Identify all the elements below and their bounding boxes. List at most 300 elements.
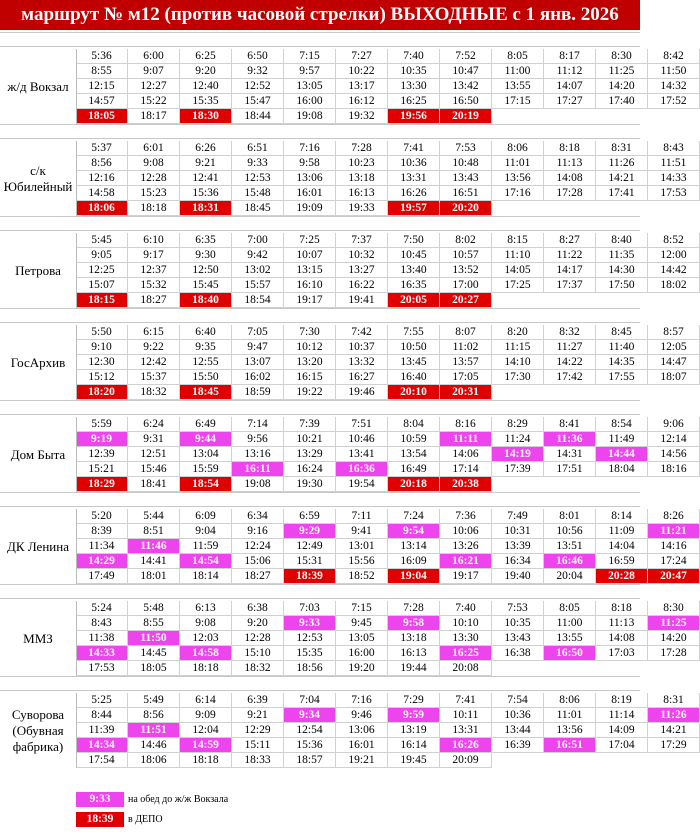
time-cell: 9:05	[76, 248, 128, 263]
time-cell: 6:49	[180, 417, 232, 432]
time-cell: 14:44	[596, 447, 648, 462]
time-cell: 13:17	[336, 79, 388, 94]
time-cell: 5:49	[128, 693, 180, 708]
time-cell: 19:04	[388, 569, 440, 584]
time-cell: 6:10	[128, 233, 180, 248]
time-cell: 17:37	[544, 278, 596, 293]
time-cell: 11:59	[180, 539, 232, 554]
time-cell: 8:56	[128, 708, 180, 723]
time-cell: 9:35	[180, 340, 232, 355]
time-cell: 11:15	[492, 340, 544, 355]
time-cell: 14:47	[648, 355, 700, 370]
time-cell: 15:21	[76, 462, 128, 477]
time-cell: 7:25	[284, 233, 336, 248]
time-cell: 7:53	[440, 141, 492, 156]
time-cell: 10:22	[336, 64, 388, 79]
time-cell: 13:16	[232, 447, 284, 462]
time-cell: 5:50	[76, 325, 128, 340]
time-cell: 18:07	[648, 370, 700, 385]
time-cell: 9:56	[232, 432, 284, 447]
time-cell: 14:05	[492, 263, 544, 278]
time-cell: 14:41	[128, 554, 180, 569]
time-cell: 19:45	[388, 753, 440, 768]
time-cell: 15:46	[128, 462, 180, 477]
time-cell: 12:52	[232, 79, 284, 94]
time-cell: 8:30	[596, 49, 648, 64]
time-cell: 15:06	[232, 554, 284, 569]
time-cell: 14:33	[648, 171, 700, 186]
time-cell: 14:22	[544, 355, 596, 370]
time-cell: 13:07	[232, 355, 284, 370]
time-cell: 20:47	[648, 569, 700, 584]
time-cell: 12:27	[128, 79, 180, 94]
time-cell: 12:39	[76, 447, 128, 462]
time-cell: 7:40	[388, 49, 440, 64]
time-cell: 18:02	[648, 278, 700, 293]
time-cell: 16:25	[440, 646, 492, 661]
time-cell: 8:39	[76, 524, 128, 539]
time-cell: 11:13	[596, 616, 648, 631]
time-cell: 17:51	[544, 462, 596, 477]
time-cell: 14:59	[180, 738, 232, 753]
time-cell: 16:14	[388, 738, 440, 753]
column-divider	[76, 417, 77, 492]
time-cell: 6:38	[232, 601, 284, 616]
time-cell: 17:28	[648, 646, 700, 661]
time-cell: 7:27	[336, 49, 388, 64]
time-cell: 6:51	[232, 141, 284, 156]
time-cell: 20:31	[440, 385, 492, 400]
stop-name: с/к Юбилейный	[3, 162, 73, 194]
time-cell: 8:06	[492, 141, 544, 156]
time-cell: 19:57	[388, 201, 440, 216]
time-cell: 17:29	[648, 738, 700, 753]
time-cell: 13:56	[544, 723, 596, 738]
time-cell: 19:08	[232, 477, 284, 492]
time-cell: 18:45	[180, 385, 232, 400]
time-cell: 13:19	[388, 723, 440, 738]
time-cell: 8:05	[544, 601, 596, 616]
time-cell: 16:01	[336, 738, 388, 753]
page-title: маршрут № м12 (против часовой стрелки) ВЫХОДНЫЕ с 1 янв. 2026	[0, 0, 640, 30]
time-cell: 14:20	[596, 79, 648, 94]
time-cell: 15:23	[128, 186, 180, 201]
time-cell: 8:04	[388, 417, 440, 432]
time-cell: 16:00	[336, 646, 388, 661]
time-cell: 20:09	[440, 753, 492, 768]
time-cell: 9:19	[76, 432, 128, 447]
time-cell: 18:54	[232, 293, 284, 308]
time-cell: 20:38	[440, 477, 492, 492]
time-cell: 9:59	[388, 708, 440, 723]
time-cell: 10:47	[440, 64, 492, 79]
time-cell: 13:06	[336, 723, 388, 738]
time-cell: 7:04	[284, 693, 336, 708]
time-cell: 15:59	[180, 462, 232, 477]
time-cell: 20:18	[388, 477, 440, 492]
time-cell: 7:28	[336, 141, 388, 156]
time-cell: 7:24	[388, 509, 440, 524]
time-cell: 11:13	[544, 156, 596, 171]
time-cell: 13:31	[440, 723, 492, 738]
time-cell: 9:45	[336, 616, 388, 631]
time-cell: 17:55	[596, 370, 648, 385]
time-cell: 17:24	[648, 554, 700, 569]
stop-name: ДК Ленина	[7, 538, 69, 554]
time-cell: 13:39	[492, 539, 544, 554]
time-cell: 17:40	[596, 94, 648, 109]
time-cell: 19:54	[336, 477, 388, 492]
time-cell: 13:57	[440, 355, 492, 370]
time-cell: 14:46	[128, 738, 180, 753]
time-cell: 19:32	[336, 109, 388, 124]
time-cell: 13:06	[284, 171, 336, 186]
time-cell: 10:59	[388, 432, 440, 447]
time-cell: 10:36	[388, 156, 440, 171]
time-cell: 14:35	[596, 355, 648, 370]
time-cell: 9:41	[336, 524, 388, 539]
time-cell: 14:33	[76, 646, 128, 661]
time-cell: 12:54	[284, 723, 336, 738]
time-cell: 13:14	[388, 539, 440, 554]
time-cell: 15:50	[180, 370, 232, 385]
time-cell: 16:40	[388, 370, 440, 385]
time-cell: 17:05	[440, 370, 492, 385]
time-cell: 9:31	[128, 432, 180, 447]
time-cell: 9:04	[180, 524, 232, 539]
time-cell: 14:17	[544, 263, 596, 278]
time-cell: 10:46	[336, 432, 388, 447]
time-cell: 5:44	[128, 509, 180, 524]
time-cell: 18:33	[232, 753, 284, 768]
time-cell: 8:52	[648, 233, 700, 248]
time-cell: 10:10	[440, 616, 492, 631]
time-cell: 6:13	[180, 601, 232, 616]
time-cell: 12:16	[76, 171, 128, 186]
time-cell: 9:09	[180, 708, 232, 723]
time-cell: 20:19	[440, 109, 492, 124]
time-cell: 20:05	[388, 293, 440, 308]
time-cell: 17:00	[440, 278, 492, 293]
time-cell: 18:30	[180, 109, 232, 124]
time-cell: 12:29	[232, 723, 284, 738]
time-cell: 20:04	[544, 569, 596, 584]
time-cell: 8:01	[544, 509, 596, 524]
time-cell: 6:14	[180, 693, 232, 708]
time-cell: 11:00	[544, 616, 596, 631]
time-cell: 5:20	[76, 509, 128, 524]
time-cell: 15:37	[128, 370, 180, 385]
time-cell: 7:41	[388, 141, 440, 156]
time-cell: 18:32	[232, 661, 284, 676]
time-cell: 5:45	[76, 233, 128, 248]
time-cell: 12:40	[180, 79, 232, 94]
time-cell: 17:50	[596, 278, 648, 293]
stop-name: ж/д Вокзал	[7, 78, 69, 94]
time-cell: 13:29	[284, 447, 336, 462]
time-cell: 11:11	[440, 432, 492, 447]
time-cell: 13:26	[440, 539, 492, 554]
time-cell: 7:50	[388, 233, 440, 248]
time-cell: 12:05	[648, 340, 700, 355]
time-cell: 13:31	[388, 171, 440, 186]
time-cell: 6:15	[128, 325, 180, 340]
block-separator	[0, 124, 640, 139]
time-cell: 7:52	[440, 49, 492, 64]
time-cell: 8:29	[492, 417, 544, 432]
time-cell: 9:58	[388, 616, 440, 631]
time-cell: 15:36	[284, 738, 336, 753]
time-cell: 15:32	[128, 278, 180, 293]
time-cell: 14:10	[492, 355, 544, 370]
time-cell: 14:54	[180, 554, 232, 569]
time-cell: 19:08	[284, 109, 336, 124]
time-cell: 10:23	[336, 156, 388, 171]
time-cell: 19:17	[284, 293, 336, 308]
time-cell: 6:24	[128, 417, 180, 432]
time-cell: 13:30	[388, 79, 440, 94]
time-cell: 16:51	[440, 186, 492, 201]
time-cell: 12:41	[180, 171, 232, 186]
time-cell: 13:20	[284, 355, 336, 370]
time-cell: 9:20	[232, 616, 284, 631]
time-cell: 17:04	[596, 738, 648, 753]
time-cell: 10:36	[492, 708, 544, 723]
time-cell: 18:06	[76, 201, 128, 216]
time-cell: 17:54	[76, 753, 128, 768]
time-cell: 16:11	[232, 462, 284, 477]
time-cell: 6:39	[232, 693, 284, 708]
time-cell: 18:29	[76, 477, 128, 492]
time-cell: 19:40	[492, 569, 544, 584]
block-separator	[0, 32, 640, 47]
time-cell: 7:37	[336, 233, 388, 248]
time-cell: 17:49	[76, 569, 128, 584]
time-cell: 13:27	[336, 263, 388, 278]
time-cell: 6:40	[180, 325, 232, 340]
time-cell: 11:10	[492, 248, 544, 263]
time-cell: 20:27	[440, 293, 492, 308]
time-cell: 12:55	[180, 355, 232, 370]
time-cell: 6:01	[128, 141, 180, 156]
time-cell: 7:53	[492, 601, 544, 616]
time-cell: 18:05	[128, 661, 180, 676]
time-cell: 7:39	[284, 417, 336, 432]
time-cell: 9:42	[232, 248, 284, 263]
time-cell: 10:56	[544, 524, 596, 539]
time-cell: 5:59	[76, 417, 128, 432]
time-cell: 11:25	[648, 616, 700, 631]
time-cell: 15:12	[76, 370, 128, 385]
time-cell: 14:31	[544, 447, 596, 462]
time-cell: 8:30	[648, 601, 700, 616]
time-cell: 8:26	[648, 509, 700, 524]
time-cell: 10:31	[492, 524, 544, 539]
time-cell: 18:18	[128, 201, 180, 216]
column-divider	[76, 141, 77, 216]
time-cell: 15:57	[232, 278, 284, 293]
time-cell: 7:42	[336, 325, 388, 340]
time-cell: 8:17	[544, 49, 596, 64]
time-cell: 18:18	[180, 753, 232, 768]
time-cell: 9:46	[336, 708, 388, 723]
time-cell: 13:04	[180, 447, 232, 462]
time-cell: 19:09	[284, 201, 336, 216]
time-cell: 13:05	[284, 79, 336, 94]
time-cell: 18:45	[232, 201, 284, 216]
time-cell: 12:30	[76, 355, 128, 370]
time-cell: 16:34	[492, 554, 544, 569]
time-cell: 19:56	[388, 109, 440, 124]
column-divider	[76, 325, 77, 400]
time-cell: 6:00	[128, 49, 180, 64]
time-cell: 11:02	[440, 340, 492, 355]
time-cell: 11:26	[596, 156, 648, 171]
time-cell: 8:56	[76, 156, 128, 171]
time-cell: 13:18	[336, 171, 388, 186]
time-cell: 16:01	[284, 186, 336, 201]
time-cell: 13:05	[336, 631, 388, 646]
time-cell: 19:33	[336, 201, 388, 216]
time-cell: 7:15	[284, 49, 336, 64]
time-cell: 12:50	[180, 263, 232, 278]
time-cell: 6:26	[180, 141, 232, 156]
time-cell: 16:13	[388, 646, 440, 661]
time-cell: 17:28	[544, 186, 596, 201]
time-cell: 7:55	[388, 325, 440, 340]
legend-swatch: 18:39	[76, 812, 124, 827]
time-cell: 12:24	[232, 539, 284, 554]
time-cell: 8:16	[440, 417, 492, 432]
time-cell: 16:02	[232, 370, 284, 385]
time-cell: 17:25	[492, 278, 544, 293]
time-cell: 17:53	[76, 661, 128, 676]
time-cell: 14:42	[648, 263, 700, 278]
time-cell: 20:20	[440, 201, 492, 216]
time-cell: 8:45	[596, 325, 648, 340]
time-cell: 9:21	[232, 708, 284, 723]
time-cell: 16:39	[492, 738, 544, 753]
time-cell: 12:53	[232, 171, 284, 186]
time-cell: 13:02	[232, 263, 284, 278]
time-cell: 17:53	[648, 186, 700, 201]
time-cell: 18:27	[128, 293, 180, 308]
time-cell: 10:50	[388, 340, 440, 355]
time-cell: 15:07	[76, 278, 128, 293]
time-cell: 9:34	[284, 708, 336, 723]
legend-swatch: 9:33	[76, 792, 124, 807]
time-cell: 10:06	[440, 524, 492, 539]
time-cell: 19:46	[336, 385, 388, 400]
time-cell: 14:29	[76, 554, 128, 569]
block-separator	[0, 400, 640, 415]
time-cell: 16:27	[336, 370, 388, 385]
time-cell: 19:21	[336, 753, 388, 768]
time-cell: 18:57	[284, 753, 336, 768]
time-cell: 18:31	[180, 201, 232, 216]
stop-name: Дом Быта	[10, 446, 66, 462]
time-cell: 16:59	[596, 554, 648, 569]
time-cell: 13:41	[336, 447, 388, 462]
time-cell: 18:14	[180, 569, 232, 584]
time-cell: 13:55	[544, 631, 596, 646]
time-cell: 10:12	[284, 340, 336, 355]
stop-name: ММЗ	[23, 630, 53, 646]
time-cell: 18:20	[76, 385, 128, 400]
time-cell: 14:19	[492, 447, 544, 462]
time-cell: 10:57	[440, 248, 492, 263]
time-cell: 14:08	[596, 631, 648, 646]
time-cell: 14:21	[596, 171, 648, 186]
time-cell: 16:15	[284, 370, 336, 385]
time-cell: 7:03	[284, 601, 336, 616]
time-cell: 7:51	[336, 417, 388, 432]
time-cell: 16:13	[336, 186, 388, 201]
time-cell: 16:25	[388, 94, 440, 109]
time-cell: 18:41	[128, 477, 180, 492]
time-cell: 18:04	[596, 462, 648, 477]
block-separator	[0, 308, 640, 323]
time-cell: 11:01	[492, 156, 544, 171]
time-cell: 9:33	[284, 616, 336, 631]
time-cell: 15:36	[180, 186, 232, 201]
time-cell: 10:32	[336, 248, 388, 263]
time-cell: 8:55	[76, 64, 128, 79]
time-cell: 8:57	[648, 325, 700, 340]
block-separator	[0, 676, 640, 691]
time-cell: 7:54	[492, 693, 544, 708]
time-cell: 8:42	[648, 49, 700, 64]
time-cell: 19:17	[440, 569, 492, 584]
time-cell: 11:34	[76, 539, 128, 554]
time-cell: 16:26	[440, 738, 492, 753]
time-cell: 14:20	[648, 631, 700, 646]
time-cell: 8:40	[596, 233, 648, 248]
time-cell: 17:41	[596, 186, 648, 201]
time-cell: 5:48	[128, 601, 180, 616]
time-cell: 20:28	[596, 569, 648, 584]
time-cell: 5:25	[76, 693, 128, 708]
column-divider	[76, 509, 77, 584]
time-cell: 13:15	[284, 263, 336, 278]
time-cell: 19:44	[388, 661, 440, 676]
time-cell: 11:38	[76, 631, 128, 646]
time-cell: 8:14	[596, 509, 648, 524]
time-cell: 18:56	[284, 661, 336, 676]
time-cell: 15:56	[336, 554, 388, 569]
time-cell: 20:08	[440, 661, 492, 676]
time-cell: 5:24	[76, 601, 128, 616]
time-cell: 6:35	[180, 233, 232, 248]
time-cell: 17:14	[440, 462, 492, 477]
time-cell: 11:46	[128, 539, 180, 554]
time-cell: 17:15	[492, 94, 544, 109]
time-cell: 17:16	[492, 186, 544, 201]
time-cell: 15:31	[284, 554, 336, 569]
time-cell: 5:36	[76, 49, 128, 64]
time-cell: 11:14	[596, 708, 648, 723]
time-cell: 14:06	[440, 447, 492, 462]
stop-name: Суворова (Обувная фабрика)	[11, 706, 65, 754]
time-cell: 16:26	[388, 186, 440, 201]
time-cell: 12:42	[128, 355, 180, 370]
time-cell: 10:21	[284, 432, 336, 447]
time-cell: 14:04	[596, 539, 648, 554]
time-cell: 8:02	[440, 233, 492, 248]
time-cell: 11:50	[648, 64, 700, 79]
time-cell: 9:32	[232, 64, 284, 79]
time-cell: 9:58	[284, 156, 336, 171]
